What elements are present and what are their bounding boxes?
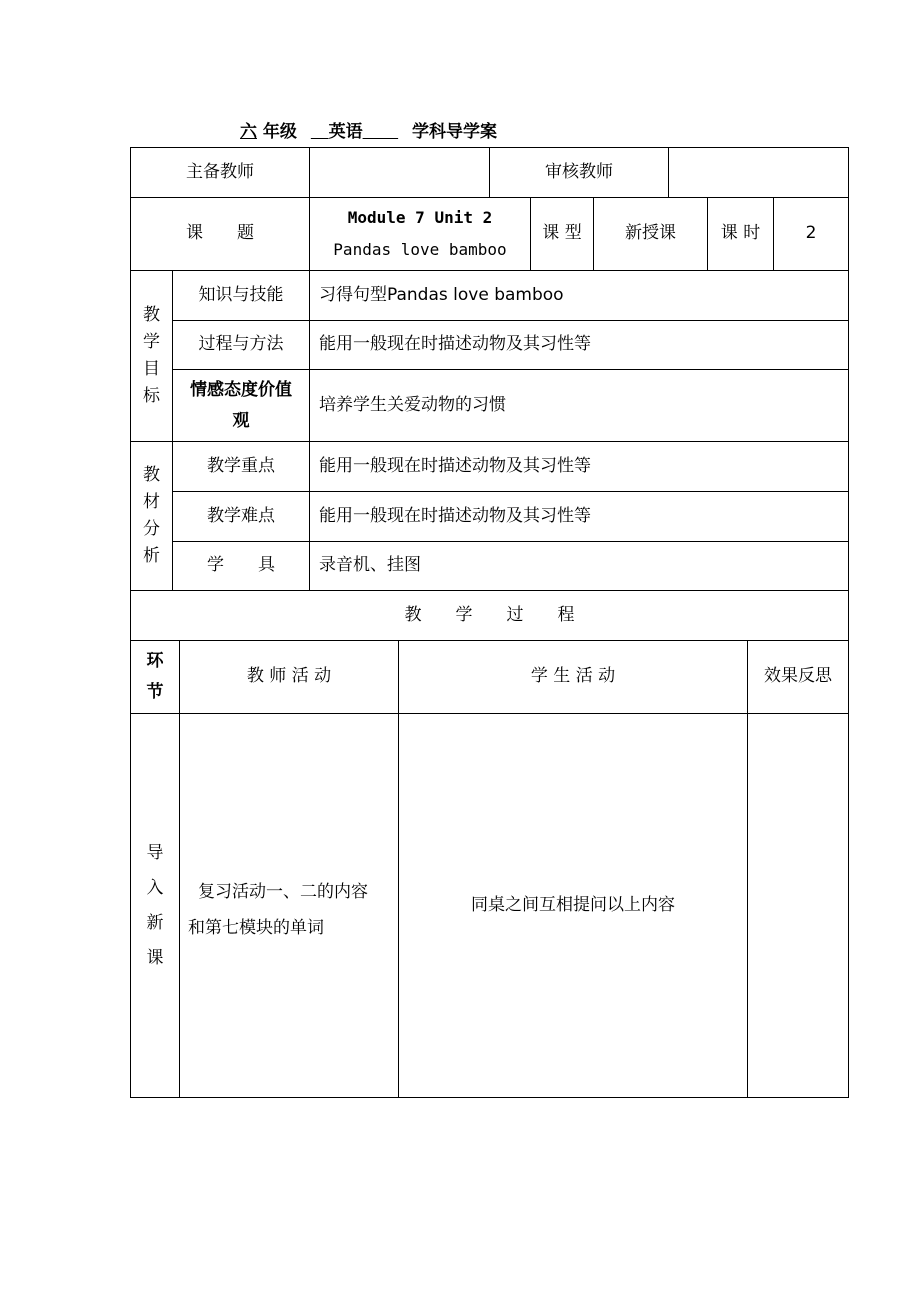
topic-label: 课 题 [186, 223, 254, 244]
student-activity-text: 同桌之间互相提问以上内容 [471, 895, 675, 916]
grade-suffix: 年级 [262, 122, 297, 142]
topic-value [310, 198, 530, 270]
knowledge-skill-label: 知识与技能 [198, 284, 284, 305]
chief-teacher-field[interactable] [310, 148, 489, 197]
chief-teacher-label: 主备教师 [186, 161, 254, 182]
type-value: 新授课 [625, 223, 676, 244]
attitude-values-label: 情感态度价值 观 [190, 379, 292, 431]
reviewer-field[interactable] [669, 148, 848, 197]
hours-label: 课 时 [720, 223, 761, 244]
document-title [240, 117, 497, 142]
attitude-values-value: 培养学生关爱动物的习惯 [319, 394, 506, 415]
analysis-group-label: 教 材 分 析 [143, 465, 160, 566]
teaching-aids-label: 学 具 [207, 555, 275, 576]
hours-value: 2 [805, 223, 817, 244]
process-section-title: 教 学 过 程 [404, 604, 575, 625]
objectives-group-label: 教 学 目 标 [143, 305, 160, 406]
stage-column-header: 环 节 [146, 651, 164, 702]
process-method-label: 过程与方法 [198, 334, 284, 355]
stage-intro-new-lesson: 导 入 新 课 [146, 842, 164, 968]
grade-value: 六 [240, 122, 257, 142]
difficult-points-value: 能用一般现在时描述动物及其习性等 [319, 505, 591, 526]
teacher-activity-text [188, 874, 396, 946]
teacher-activity-line-1: 复习活动一、二的内容 [198, 882, 368, 902]
key-points-value: 能用一般现在时描述动物及其习性等 [319, 455, 591, 476]
effect-reflection-header: 效果反思 [764, 666, 832, 687]
student-activity-header: 学 生 活 动 [530, 666, 616, 687]
teacher-activity-line-2: 和第七模块的单词 [188, 918, 324, 938]
topic-line-2: Pandas love bamboo [333, 240, 507, 259]
teacher-activity-header: 教 师 活 动 [246, 666, 332, 687]
key-points-label: 教学重点 [207, 455, 275, 476]
process-method-value: 能用一般现在时描述动物及其习性等 [319, 334, 591, 355]
effect-reflection-field[interactable] [748, 714, 848, 1097]
knowledge-skill-value: 习得句型Pandas love bamboo [319, 284, 564, 305]
subject-value: 英语 [328, 122, 363, 142]
title-suffix: 学科导学案 [412, 122, 498, 142]
teaching-aids-value: 录音机、挂图 [319, 555, 421, 576]
type-label: 课 型 [542, 223, 582, 244]
difficult-points-label: 教学难点 [207, 505, 275, 526]
reviewer-label: 审核教师 [545, 161, 613, 182]
topic-line-1: Module 7 Unit 2 [347, 208, 493, 227]
